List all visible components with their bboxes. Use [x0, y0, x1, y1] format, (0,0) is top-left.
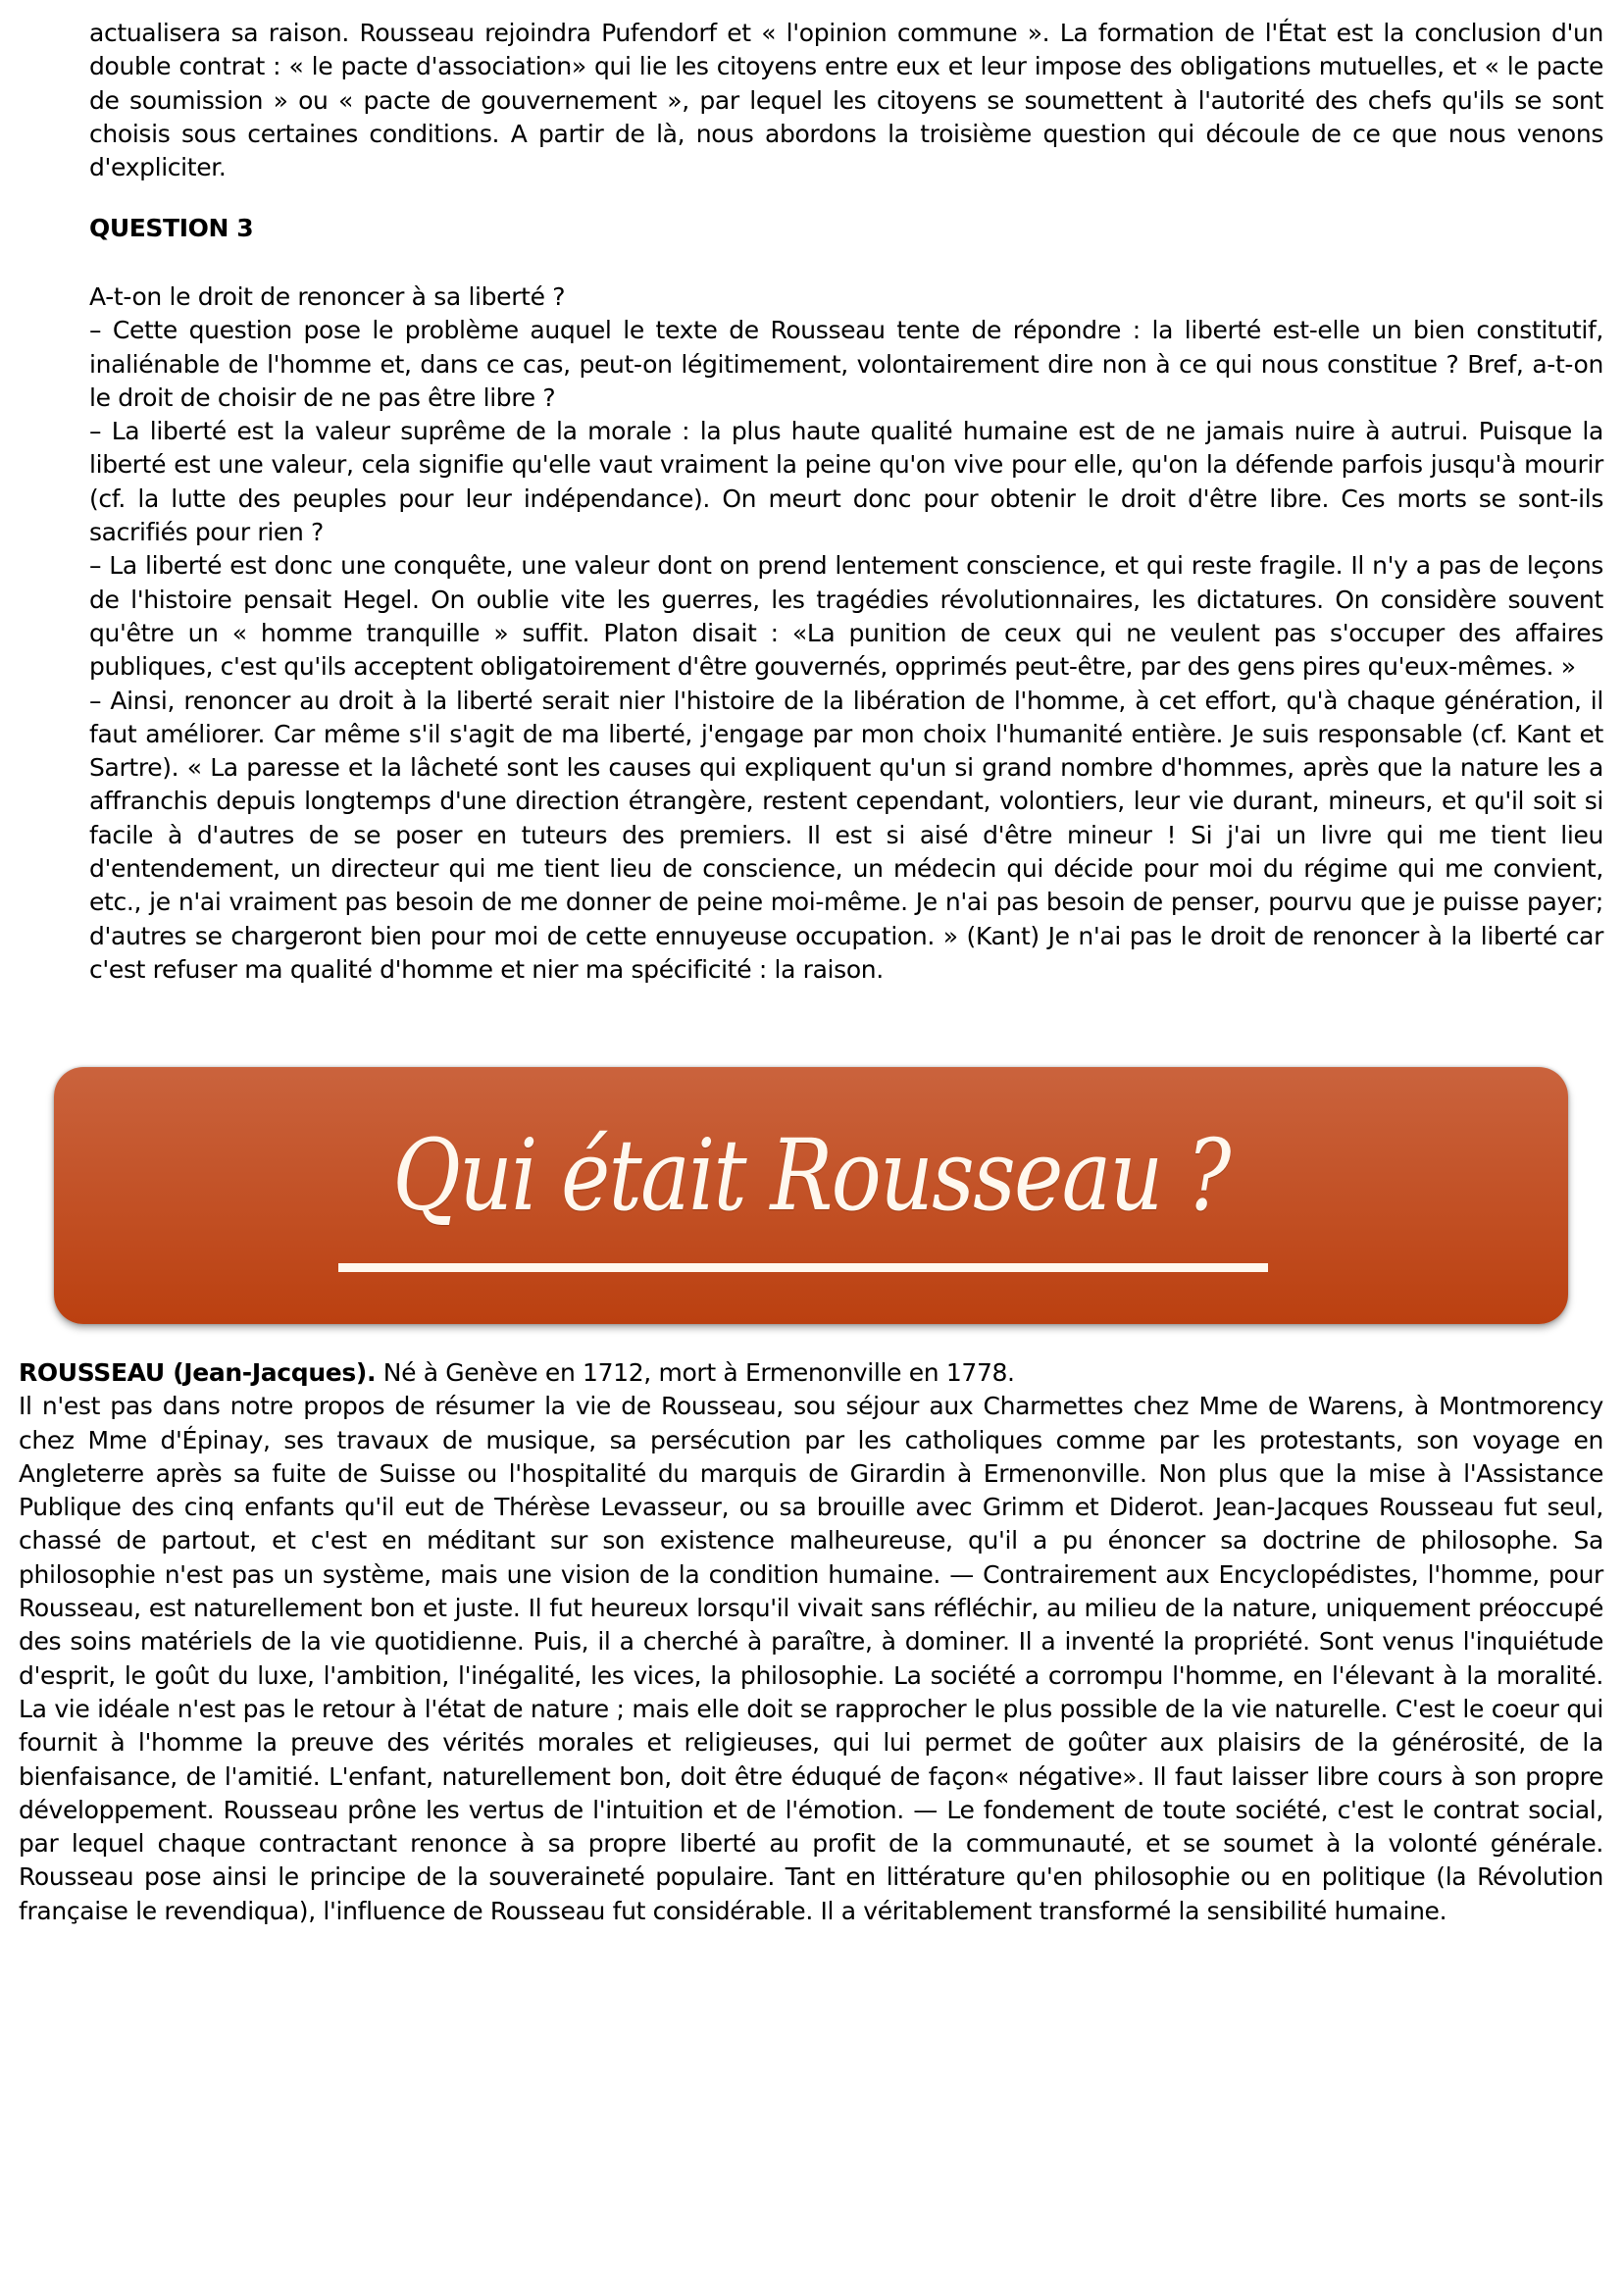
intro-paragraph — [89, 17, 1603, 184]
biography-section — [19, 1356, 1603, 1928]
intro-text: actualisera sa raison. Rousseau rejoindra Pufendorf et « l'opinion commune ». La formation de l'État est la conclusion d'un double contrat : « le pacte d'association» qui lie les citoyens entre eux et leur impose des obligations mutuelles, et « le pacte de soumission » ou « pacte de gouvernement », par lequel les citoyens se soumettent à l'autorité des chefs qu'ils se sont choisis sous certaines conditions. A partir de là, nous abordons la troisième question qui découle de ce que nous venons d'expliciter. — [89, 19, 1603, 182]
question-3-prompt: A-t-on le droit de renoncer à sa liberté ? — [89, 282, 566, 311]
banner-underline — [338, 1263, 1268, 1272]
question-3-paragraph: – La liberté est donc une conquête, une valeur dont on prend lentement conscience, et qui reste fragile. Il n'y a pas de leçons de l'histoire pensait Hegel. On oublie vite les guerres, les tragédies révolutionnaires, les dictatures. On considère souvent qu'être un « homme tranquille » suffit. Platon disait : «La punition de ceux qui ne veulent pas s'occuper des affaires publiques, c'est qu'ils acceptent obligatoirement d'être gouvernés, opprimés peut-être, par des gens pires qu'eux-mêmes. » — [89, 551, 1603, 682]
question-3-heading: QUESTION 3 — [89, 214, 254, 242]
question-3-body — [89, 280, 1603, 987]
question-3-paragraph: – Ainsi, renoncer au droit à la liberté serait nier l'histoire de la libération de l'homme, à cet effort, qu'à chaque génération, il faut améliorer. Car même s'il s'agit de ma liberté, j'engage par mon choix l'humanité entière. Je suis responsable (cf. Kant et Sartre). « La paresse et la lâcheté sont les causes qui expliquent qu'un si grand nombre d'hommes, après que la nature les a affranchis depuis longtemps d'une direction étrangère, restent cependant, volontiers, leur vie durant, mineurs, et qu'il soit si facile à d'autres de se poser en tuteurs des premiers. Il est si aisé d'être mineur ! Si j'ai un livre qui me tient lieu d'entendement, un directeur qui me tient lieu de conscience, un médecin qui décide pour moi du régime qui me convient, etc., je n'ai vraiment pas besoin de me donner de peine moi-même. Je n'ai pas besoin de penser, pourvu que je puisse payer; d'autres se chargeront bien pour moi de cette ennuyeuse occupation. » (Kant) Je n'ai pas le droit de renoncer à la liberté car c'est refuser ma qualité d'homme et nier ma spécificité : la raison. — [89, 686, 1603, 984]
biography-lead — [19, 1356, 1603, 1390]
question-3-paragraph: – La liberté est la valeur suprême de la morale : la plus haute qualité humaine est de ne jamais nuire à autrui. Puisque la liberté est une valeur, cela signifie qu'elle vaut vraiment la peine qu'on vive pour elle, qu'on la défende parfois jusqu'à mourir (cf. la lutte des peuples pour leur indépendance). On meurt donc pour obtenir le droit d'être libre. Ces morts se sont-ils sacrifiés pour rien ? — [89, 417, 1603, 547]
biography-dates: Né à Genève en 1712, mort à Ermenonville en 1778. — [376, 1358, 1015, 1387]
biography-name: ROUSSEAU (Jean-Jacques). — [19, 1358, 377, 1387]
banner-title: Qui était Rousseau ? — [392, 1118, 1230, 1233]
question-3-paragraph: – Cette question pose le problème auquel le texte de Rousseau tente de répondre : la liberté est-elle un bien constitutif, inaliénable de l'homme et, dans ce cas, peut-on légitimement, volontairement dire non à ce qui nous constitue ? Bref, a-t-on le droit de choisir de ne pas être libre ? — [89, 316, 1603, 412]
biography-body: Il n'est pas dans notre propos de résumer la vie de Rousseau, sou séjour aux Charmettes chez Mme de Warens, à Montmorency chez Mme d'Épinay, ses travaux de musique, sa persécution par les catholiques comme par les protestants, son voyage en Angleterre après sa fuite de Suisse ou l'hospitalité du marquis de Girardin à Ermenonville. Non plus que la mise à l'Assistance Publique des cinq enfants qu'il eut de Thérèse Levasseur, ou sa brouille avec Grimm et Diderot. Jean-Jacques Rousseau fut seul, chassé de partout, et c'est en méditant sur son existence malheureuse, qu'il a pu énoncer sa doctrine de philosophe. Sa philosophie n'est pas un système, mais une vision de la condition humaine. — Contrairement aux Encyclopédistes, l'homme, pour Rousseau, est naturellement bon et juste. Il fut heureux lorsqu'il vivait sans réfléchir, au milieu de la nature, uniquement préoccupé des soins matériels de la vie quotidienne. Puis, il a cherché à paraître, à dominer. Il a inventé la propriété. Sont venus l'inquiétude d'esprit, le goût du luxe, l'ambition, l'inégalité, les vices, la philosophie. La société a corrompu l'homme, en l'élevant à la moralité. La vie idéale n'est pas le retour à l'état de nature ; mais elle doit se rapprocher le plus possible de la vie naturelle. C'est le coeur qui fournit à l'homme la preuve des vérités morales et religieuses, qui lui permet de goûter aux plaisirs de la générosité, de la bienfaisance, de l'amitié. L'enfant, naturellement bon, doit être éduqué de façon« négative». Il faut laisser libre cours à son propre développement. Rousseau prône les vertus de l'intuition et de l'émotion. — Le fondement de toute société, c'est le contrat social, par lequel chaque contractant renonce à sa propre liberté au profit de la communauté, et se soumet à la volonté générale. Rousseau pose ainsi le principe de la souveraineté populaire. Tant en littérature qu'en philosophie ou en politique (la Révolution française le revendiqua), l'influence de Rousseau fut considérable. Il a véritablement transformé la sensibilité humaine. — [19, 1392, 1603, 1925]
who-was-rousseau-banner — [54, 1067, 1568, 1324]
